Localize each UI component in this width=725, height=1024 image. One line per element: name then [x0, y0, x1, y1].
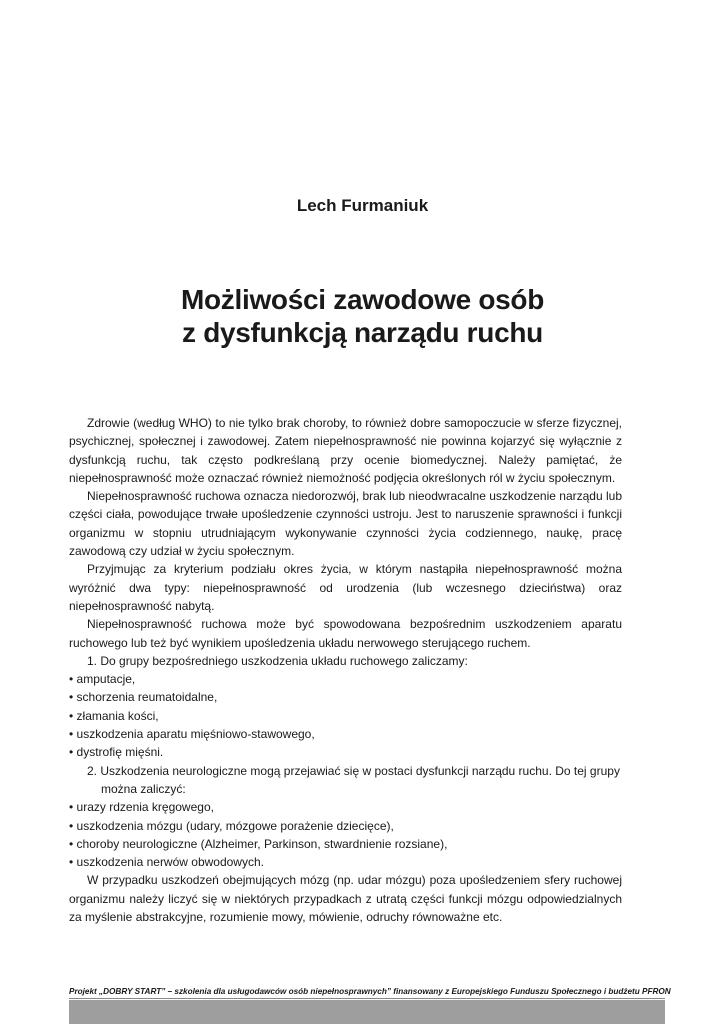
list-heading-continuation: można zaliczyć: — [101, 781, 186, 796]
paragraph: Niepełnosprawność ruchowa może być spowodowana bezpośrednim uszkodzeniem aparatu ruchowego lub też być wynikiem upośledzenia układu nerwowego sterującego ruchem. — [69, 617, 622, 650]
list-item: • choroby neurologiczne (Alzheimer, Parkinson, stwardnienie rozsiane), — [69, 835, 622, 853]
article-body — [69, 414, 622, 926]
list-item: • uszkodzenia mózgu (udary, mózgowe porażenie dziecięce), — [69, 817, 622, 835]
article-title — [0, 283, 725, 349]
paragraph: Niepełnosprawność ruchowa oznacza niedorozwój, brak lub nieodwracalne uszkodzenie narządu lub części ciała, powodujące trwałe upośledzenie czynności ustroju. Jest to naruszenie sprawności i funkcji organizmu w stopniu utrudniającym wykonywanie czynności życia codziennego, naukę, pracę zawodową czy udział w życiu społecznym. — [69, 489, 622, 559]
list-item: • schorzenia reumatoidalne, — [69, 688, 622, 706]
paragraph: Przyjmując za kryterium podziału okres życia, w którym nastąpiła niepełnosprawność można wyróżnić dwa typy: niepełnosprawność od urodzenia (lub wczesnego dzieciństwa) oraz niepełnosprawność nabytą. — [69, 562, 622, 613]
list-heading: 1. Do grupy bezpośredniego uszkodzenia układu ruchowego zaliczamy: — [87, 653, 468, 668]
title-line-1: Możliwości zawodowe osób — [180, 284, 545, 315]
author-name: Lech Furmaniuk — [296, 196, 429, 215]
list-item: • uszkodzenia aparatu mięśniowo-stawowego, — [69, 725, 622, 743]
list-item: • dystrofię mięśni. — [69, 743, 622, 761]
paragraph: W przypadku uszkodzeń obejmujących mózg (np. udar mózgu) poza upośledzeniem sfery ruchowej organizmu należy liczyć się w niektórych przypadkach z utratą części funkcji mózgu odpowiedzialnych za myślenie abstrakcyjne, rozumienie mowy, mówienie, odruchy równoważne etc. — [69, 873, 622, 925]
footer-divider — [69, 998, 665, 999]
list-item: • urazy rdzenia kręgowego, — [69, 798, 622, 816]
list-item: • uszkodzenia nerwów obwodowych. — [69, 853, 622, 871]
list-heading: 2. Uszkodzenia neurologiczne mogą przejawiać się w postaci dysfunkcji narządu ruchu. Do tej grupy — [87, 763, 620, 778]
list-item: • amputacje, — [69, 670, 622, 688]
list-item: • złamania kości, — [69, 707, 622, 725]
paragraph: Zdrowie (według WHO) to nie tylko brak choroby, to również dobre samopoczucie w sferze fizycznej, psychicznej, społecznej i zawodowej. Zatem niepełnosprawność nie powinna kojarzyć się wyłącznie z dysfunkcją ruchu, tak często podkreślaną przy ocenie biomedycznej. Należy pamiętać, że niepełnosprawność może oznaczać również niemożność podjęcia określonych ról w życiu społecznym. — [69, 416, 622, 485]
footer-bar — [69, 1000, 665, 1024]
footer-project-note: Projekt „DOBRY START” – szkolenia dla usługodawców osób niepełnosprawnych” finansowany z Europejskiego Funduszu Społecznego i budżetu PFRON — [69, 987, 671, 996]
title-line-2: z dysfunkcją narządu ruchu — [182, 317, 543, 348]
